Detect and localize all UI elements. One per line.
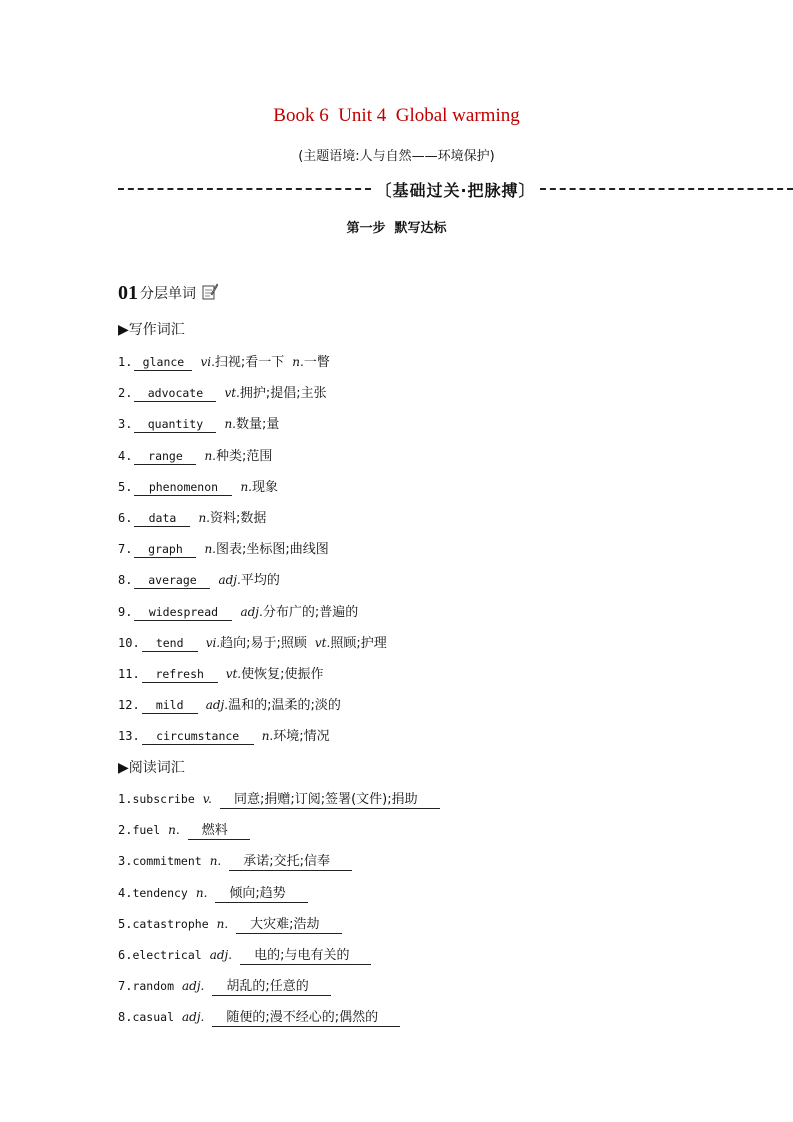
part-of-speech: adj. <box>209 948 233 962</box>
answer-blank: tend <box>142 636 198 652</box>
answer-blank: 胡乱的;任意的 <box>212 979 330 996</box>
vocab-row <box>118 634 387 653</box>
part-of-speech: n. <box>261 729 274 744</box>
vocab-row <box>118 384 327 403</box>
answer-blank: advocate <box>134 386 216 402</box>
answer-blank: glance <box>134 355 192 371</box>
part-of-speech: vi. <box>200 355 215 369</box>
item-number: 5. <box>118 479 133 494</box>
step-heading: 第一步 默写达标 <box>346 221 447 236</box>
reading-vocab-heading: ▶阅读词汇 <box>118 760 185 776</box>
item-number: 4. <box>118 885 133 900</box>
meaning: 扫视;看一下 <box>214 355 285 370</box>
part-of-speech: n. <box>198 511 210 525</box>
answer-blank: 同意;捐赠;订阅;签署(文件);捐助 <box>220 792 440 809</box>
vocab-row <box>118 1008 400 1027</box>
answer-blank: widespread <box>134 605 232 621</box>
item-number: 2. <box>118 386 133 401</box>
vocab-row <box>118 540 329 559</box>
vocab-row <box>118 790 440 809</box>
part-of-speech: adj. <box>218 573 241 588</box>
item-number: 4. <box>118 448 133 463</box>
banner-label: 〔基础过关·把脉搏〕 <box>375 180 536 200</box>
part-of-speech: vt. <box>225 667 242 681</box>
vocab-word: casual <box>132 1010 174 1025</box>
vocab-row <box>118 946 371 965</box>
part-of-speech: adj. <box>182 1010 205 1025</box>
vocab-row <box>118 884 308 903</box>
vocab-row <box>118 665 324 684</box>
item-number: 5. <box>118 916 133 931</box>
vocab-row <box>118 696 341 715</box>
vocab-word: fuel <box>132 823 161 838</box>
item-number: 10. <box>118 635 140 650</box>
answer-blank: 承诺;交托;信奉 <box>229 854 352 871</box>
answer-blank: phenomenon <box>134 480 232 496</box>
vocab-row <box>118 509 266 528</box>
vocab-row <box>118 447 272 466</box>
vocab-row <box>118 977 331 996</box>
part-of-speech: n. <box>209 854 222 869</box>
answer-blank: 燃料 <box>188 823 250 840</box>
meaning: 数量;量 <box>236 417 280 433</box>
vocab-word: random <box>132 979 174 994</box>
part-of-speech: vt. <box>224 386 240 401</box>
vocab-row <box>118 852 352 871</box>
item-number: 12. <box>118 698 140 713</box>
vocab-row <box>118 915 342 934</box>
item-number: 2. <box>118 823 133 838</box>
part-of-speech: adj. <box>240 604 263 619</box>
banner-dash-right <box>540 188 793 190</box>
vocab-word: subscribe <box>132 792 195 806</box>
part-of-speech: adj. <box>205 698 229 713</box>
item-number: 6. <box>118 948 133 962</box>
meaning: 现象 <box>252 479 279 495</box>
answer-blank: mild <box>142 698 198 714</box>
part-of-speech: adj. <box>182 979 205 994</box>
answer-blank: 大灾难;浩劫 <box>236 917 341 934</box>
vocab-row <box>118 478 278 497</box>
vocab-row <box>118 353 330 372</box>
vocab-word: tendency <box>132 885 188 900</box>
section-header <box>118 282 218 304</box>
meaning: 资料;数据 <box>210 511 267 526</box>
part-of-speech: n. <box>204 448 216 463</box>
meaning: 使恢复;使振作 <box>241 667 324 682</box>
meaning: 图表;坐标图;曲线图 <box>216 542 329 558</box>
vocab-word: electrical <box>132 948 202 962</box>
answer-blank: circumstance <box>142 729 254 745</box>
answer-blank: 随便的;漫不经心的;偶然的 <box>212 1010 400 1027</box>
part-of-speech: vi. <box>205 635 221 650</box>
page-subtitle: (主题语境:人与自然——环境保护) <box>298 149 495 164</box>
page-title: Book 6 Unit 4 Global warming <box>273 105 520 126</box>
vocab-row <box>118 571 280 590</box>
vocab-row <box>118 603 358 622</box>
item-number: 13. <box>118 729 140 744</box>
banner-dash-left <box>118 188 371 190</box>
item-number: 1. <box>118 355 133 369</box>
item-number: 7. <box>118 979 133 994</box>
item-number: 8. <box>118 573 133 588</box>
meaning: 环境;情况 <box>273 729 330 745</box>
vocab-word: commitment <box>132 854 202 869</box>
item-number: 1. <box>118 792 133 806</box>
vocab-row <box>118 821 250 840</box>
part-of-speech: vt. <box>314 635 331 650</box>
answer-blank: 电的;与电有关的 <box>240 948 371 965</box>
item-number: 3. <box>118 417 133 432</box>
meaning: 一瞥 <box>303 355 330 370</box>
vocab-word: catastrophe <box>132 916 209 931</box>
part-of-speech: n. <box>292 355 304 369</box>
item-number: 9. <box>118 604 133 619</box>
answer-blank: quantity <box>134 417 216 433</box>
meaning: 拥护;提倡;主张 <box>239 386 327 402</box>
part-of-speech: n. <box>216 916 229 931</box>
part-of-speech: n. <box>204 542 216 557</box>
answer-blank: graph <box>134 542 196 558</box>
meaning: 温和的;温柔的;淡的 <box>228 698 341 714</box>
vocab-row <box>118 727 330 746</box>
answer-blank: refresh <box>142 667 218 683</box>
meaning: 照顾;护理 <box>330 635 387 651</box>
item-number: 7. <box>118 542 133 557</box>
answer-blank: average <box>134 573 210 589</box>
item-number: 3. <box>118 854 133 869</box>
answer-blank: data <box>134 511 190 527</box>
vocab-row <box>118 415 279 434</box>
meaning: 分布广的;普遍的 <box>262 604 359 620</box>
meaning: 平均的 <box>240 573 280 589</box>
section-banner <box>118 176 793 202</box>
meaning: 种类;范围 <box>216 448 273 464</box>
item-number: 8. <box>118 1010 133 1025</box>
item-number: 11. <box>118 667 140 681</box>
meaning: 趋向;易于;照顾 <box>220 635 307 651</box>
writing-vocab-heading: ▶写作词汇 <box>118 322 185 338</box>
part-of-speech: n. <box>168 823 180 838</box>
section-title: 分层单词 <box>140 286 196 302</box>
part-of-speech: n. <box>224 417 236 432</box>
part-of-speech: n. <box>240 479 252 494</box>
part-of-speech: n. <box>195 885 208 900</box>
pencil-note-icon <box>202 282 218 300</box>
item-number: 6. <box>118 511 133 525</box>
section-number: 01 <box>118 282 138 304</box>
part-of-speech: v. <box>202 792 212 806</box>
answer-blank: range <box>134 449 196 465</box>
answer-blank: 倾向;趋势 <box>215 886 307 903</box>
